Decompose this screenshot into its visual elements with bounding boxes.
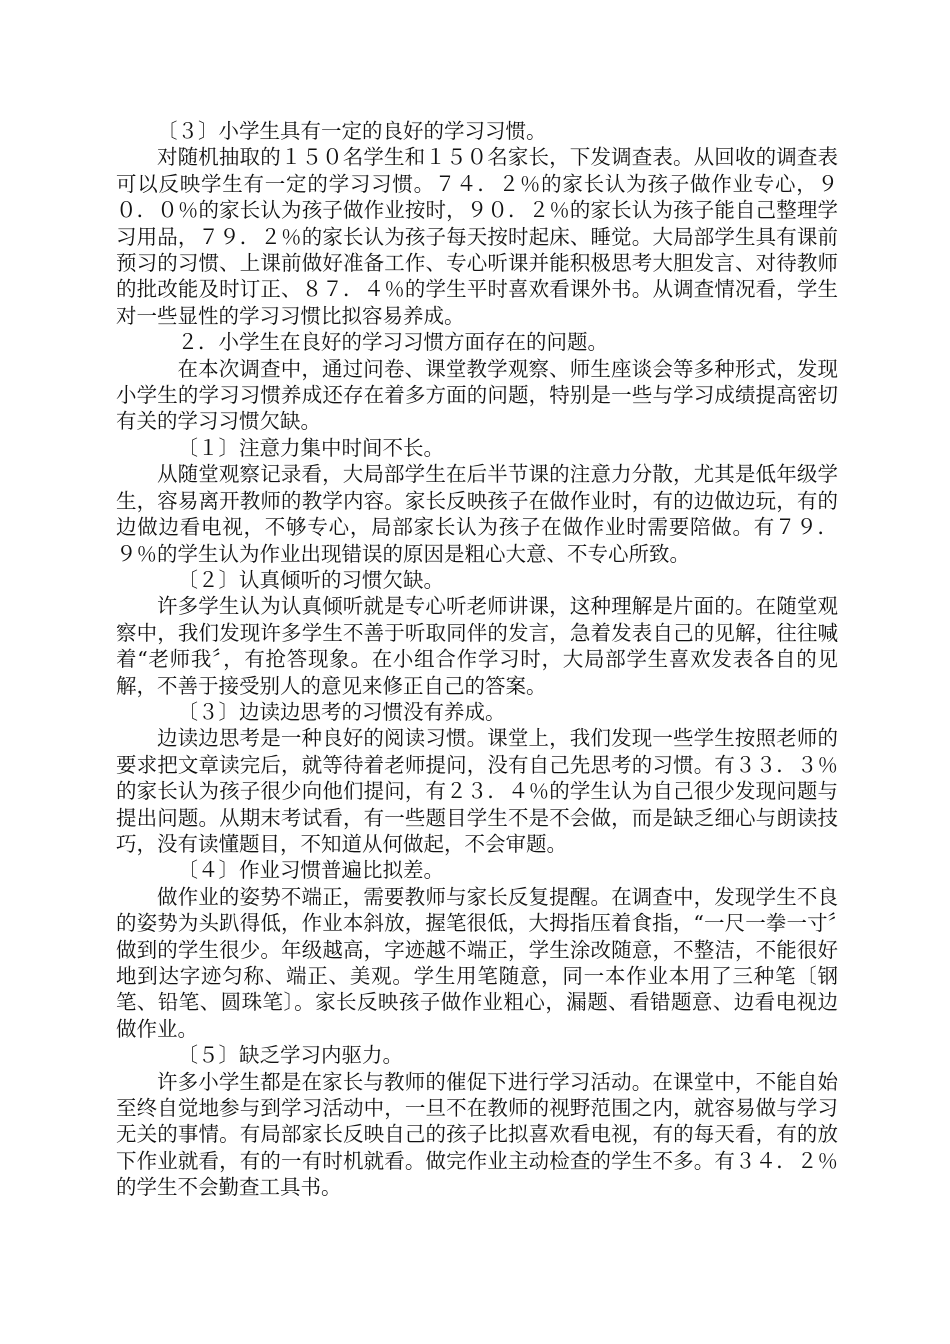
section-heading-habits-good: 〔３〕小学生具有一定的良好的学习习惯。 <box>157 119 547 143</box>
paragraph-listening: 许多学生认为认真倾听就是专心听老师讲课，这种理解是片面的。在随堂观察中，我们发现许多学生不善于听取同伴的发言，急着发表自己的见解，往往喊着“老师我〞，有抢答现象。在小组合作学习时，大局部学生喜欢发表各自的见解，不善于接受别人的意见来修正自己的答案。 <box>116 594 838 698</box>
subheading-listening: 〔２〕认真倾听的习惯欠缺。 <box>177 567 444 592</box>
section-heading-problems: ２．小学生在良好的学习习惯方面存在的问题。 <box>177 330 608 355</box>
document-page <box>116 118 838 1201</box>
subheading-attention: 〔１〕注意力集中时间不长。 <box>177 435 444 460</box>
paragraph-problems-intro: 在本次调查中，通过问卷、课堂教学观察、师生座谈会等多种形式，发现小学生的学习习惯养成还存在着多方面的问题，特别是一些与学习成绩提高密切有关的学习习惯欠缺。 <box>116 356 838 434</box>
paragraph-survey-results: 对随机抽取的１５０名学生和１５０名家长，下发调查表。从回收的调查表可以反映学生有一定的学习习惯。７４．２％的家长认为孩子做作业专心，９０．０％的家长认为孩子做作业按时，９０．２％的家长认为孩子能自己整理学习用品，７９．２％的家长认为孩子每天按时起床、睡觉。大局部学生具有课前预习的习惯、上课前做好准备工作、专心听课并能积极思考大胆发言、对待教师的批改能及时订正、８７．４％的学生平时喜欢看课外书。从调查情况看，学生对一些显性的学习习惯比拟容易养成。 <box>116 145 838 328</box>
paragraph-reading-thinking: 边读边思考是一种良好的阅读习惯。课堂上，我们发现一些学生按照老师的要求把文章读完后，就等待着老师提问，没有自己先思考的习惯。有３３．３％的家长认为孩子很少向他们提问，有２３．４％的学生认为自己很少发现问题与提出问题。从期末考试看，有一些题目学生不是不会做，而是缺乏细心与朗读技巧，没有读懂题目，不知道从何做起，不会审题。 <box>116 726 838 856</box>
subheading-reading-thinking: 〔３〕边读边思考的习惯没有养成。 <box>177 699 506 724</box>
subheading-homework: 〔４〕作业习惯普遍比拟差。 <box>177 858 444 883</box>
subheading-motivation: 〔５〕缺乏学习内驱力。 <box>177 1043 403 1068</box>
paragraph-motivation: 许多小学生都是在家长与教师的催促下进行学习活动。在课堂中，不能自始至终自觉地参与到学习活动中，一旦不在教师的视野范围之内，就容易做与学习无关的事情。有局部家长反映自己的孩子比拟喜欢看电视，有的每天看，有的放下作业就看，有的一有时机就看。做完作业主动检查的学生不多。有３４．２％的学生不会勤查工具书。 <box>116 1069 838 1200</box>
paragraph-attention: 从随堂观察记录看，大局部学生在后半节课的注意力分散，尤其是低年级学生，容易离开教师的教学内容。家长反映孩子在做作业时，有的边做边玩，有的边做边看电视，不够专心，局部家长认为孩子在做作业时需要陪做。有７９．９％的学生认为作业出现错误的原因是粗心大意、不专心所致。 <box>116 462 838 566</box>
paragraph-homework: 做作业的姿势不端正，需要教师与家长反复提醒。在调查中，发现学生不良的姿势为头趴得低，作业本斜放，握笔很低，大拇指压着食指，“一尺一拳一寸〞做到的学生很少。年级越高，字迹越不端正，学生涂改随意，不整洁，不能很好地到达字迹匀称、端正、美观。学生用笔随意，同一本作业本用了三种笔〔钢笔、铅笔、圆珠笔〕。家长反映孩子做作业粗心，漏题、看错题意、边看电视边做作业。 <box>116 884 838 1041</box>
